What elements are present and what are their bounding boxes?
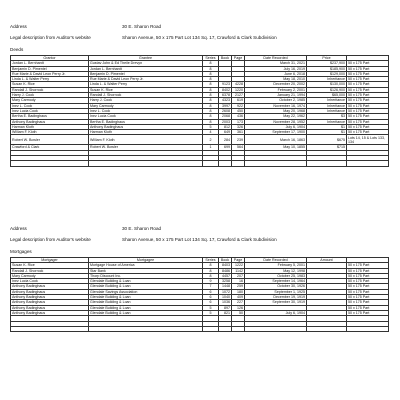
date-cell: May 20, 1968 bbox=[245, 108, 307, 113]
date-cell: November 28, 1952 bbox=[245, 119, 307, 124]
series-cell: 9 bbox=[203, 279, 219, 284]
date-cell: October 30, 1926 bbox=[245, 284, 307, 289]
address-label: Address bbox=[10, 24, 27, 29]
column-header: Mortgagee bbox=[89, 258, 203, 263]
grantee-cell: Harry J. Cook bbox=[89, 98, 203, 103]
grantor-cell: Crawford & Clark bbox=[11, 145, 89, 150]
parcel-cell: 50 x 175 Part bbox=[347, 279, 389, 284]
mortgager-cell: Anthony Badinghaus bbox=[11, 284, 89, 289]
date-cell: July 16, 2019 bbox=[245, 66, 307, 71]
page-cell: 619 bbox=[232, 98, 245, 103]
deeds-section bbox=[10, 20, 396, 190]
price-cell: Inheritance bbox=[307, 103, 347, 108]
mortgager-cell: Anthony Badinghaus bbox=[11, 289, 89, 294]
grantor-cell: Benjamin D. Pimentel bbox=[11, 66, 89, 71]
column-header: Grantee bbox=[89, 56, 203, 61]
parcel-cell: 50 x 175 Part bbox=[347, 310, 389, 315]
page-cell: 207 bbox=[232, 273, 245, 278]
date-cell: September 30, 1919 bbox=[245, 300, 307, 305]
grantor-cell: Robert W. Bowler bbox=[11, 135, 89, 145]
grantor-cell: Anthony Badinghaus bbox=[11, 119, 89, 124]
book-cell: 6378 bbox=[219, 93, 232, 98]
series-cell: 8 bbox=[203, 263, 219, 268]
book-cell: 897 bbox=[219, 305, 232, 310]
book-cell: 3997 bbox=[219, 103, 232, 108]
column-header: Grantor bbox=[11, 56, 89, 61]
date-cell: September 1, 1925 bbox=[245, 289, 307, 294]
series-cell: 8 bbox=[203, 98, 219, 103]
parcel-cell: 50 x 175 Part bbox=[347, 82, 389, 87]
date-cell: July 6, 1904 bbox=[245, 310, 307, 315]
page-cell: 180 bbox=[232, 289, 245, 294]
mortgagee-cell: Star Bank bbox=[89, 268, 203, 273]
series-cell: 8 bbox=[203, 273, 219, 278]
page-cell: 126 bbox=[232, 305, 245, 310]
book-cell: 2608 bbox=[219, 108, 232, 113]
book-cell: 8402 bbox=[219, 87, 232, 92]
legal-label: Legal description from Auditor's website bbox=[10, 237, 91, 242]
grantee-cell: Rue Marie & David Leon Perry Jr. bbox=[89, 77, 203, 82]
mortgager-cell: Susan K. Rice bbox=[11, 263, 89, 268]
grantee-cell: Gustav John & Ed Theile Drevyn bbox=[89, 61, 203, 66]
grantor-cell: William F. Kloth bbox=[11, 130, 89, 135]
parcel-cell: 50 x 175 Part bbox=[347, 103, 389, 108]
mortgagee-cell: Glendale Building & Loan bbox=[89, 284, 203, 289]
page-cell: 1142 bbox=[232, 268, 245, 273]
price-cell: Inheritance bbox=[307, 77, 347, 82]
parcel-cell: 50 x 175 Part bbox=[347, 98, 389, 103]
book-cell: 4457 bbox=[219, 273, 232, 278]
price-cell: $715 bbox=[307, 145, 347, 150]
mortgagee-cell: Mortgage House of America bbox=[89, 263, 203, 268]
grantor-cell: Harry J. Cook bbox=[11, 93, 89, 98]
parcel-cell: 50 x 175 Part bbox=[347, 119, 389, 124]
date-cell: February 2, 2001 bbox=[245, 87, 307, 92]
series-cell: 5 bbox=[203, 124, 219, 129]
legal-label: Legal description from Auditor's website bbox=[10, 35, 91, 40]
address-value: 30 E. Sharon Road bbox=[122, 24, 162, 29]
page-cell: 1222 bbox=[232, 263, 245, 268]
column-header: Amount bbox=[307, 258, 347, 263]
page-cell: 436 bbox=[232, 114, 245, 119]
price-cell: $1 bbox=[307, 124, 347, 129]
address-value: 30 E. Sharon Road bbox=[122, 226, 162, 231]
date-cell: January 21, 1994 bbox=[245, 93, 307, 98]
series-cell: 5 bbox=[203, 305, 219, 310]
book-cell: 8403 bbox=[219, 263, 232, 268]
address-label: Address bbox=[10, 226, 27, 231]
grantee-cell: Jordan L. Bernhardt bbox=[89, 66, 203, 71]
page-cell: 173 bbox=[232, 119, 245, 124]
parcel-cell: 50 x 175 Part bbox=[347, 77, 389, 82]
book-cell: 2068 bbox=[219, 114, 232, 119]
column-header: Date Recorded bbox=[245, 258, 307, 263]
grantor-cell: Randall J. Shorrock bbox=[11, 87, 89, 92]
date-cell: December 20, 2002 bbox=[245, 82, 307, 87]
parcel-cell: 50 x 175 Part bbox=[347, 71, 389, 76]
column-header: Page bbox=[232, 258, 245, 263]
series-cell: 1 bbox=[203, 145, 219, 150]
legal-value: Sharon Avenue, 50 x 175 Part Lot 134 Sq. 17, Crawford & Clark Subdivision bbox=[122, 35, 277, 40]
price-cell: $129,000 bbox=[307, 71, 347, 76]
series-cell: 8 bbox=[203, 268, 219, 273]
series-cell: 4 bbox=[203, 130, 219, 135]
price-cell: $130,000 bbox=[307, 82, 347, 87]
book-cell: 699 bbox=[219, 145, 232, 150]
book-cell: 1040 bbox=[219, 295, 232, 300]
page-cell: 326 bbox=[232, 124, 245, 129]
parcel-cell: 50 x 175 Part bbox=[347, 93, 389, 98]
grantee-cell: Anthony Badinghaus bbox=[89, 124, 203, 129]
series-cell: 8 bbox=[203, 61, 219, 66]
date-cell: October 2, 1985 bbox=[245, 98, 307, 103]
legal-value: Sharon Avenue, 50 x 175 Part Lot 134 Sq. 17, Crawford & Clark Subdivision bbox=[122, 237, 277, 242]
grantee-cell: Robert W. Bowler bbox=[89, 145, 203, 150]
grantee-cell: William F. Kloth bbox=[89, 135, 203, 145]
price-cell: $65,000 bbox=[307, 93, 347, 98]
book-cell: 812 bbox=[219, 124, 232, 129]
column-header: Book bbox=[219, 56, 232, 61]
parcel-cell: 50 x 175 Part bbox=[347, 295, 389, 300]
series-cell: 6 bbox=[203, 300, 219, 305]
grantee-cell: Harman Kloth bbox=[89, 130, 203, 135]
mortgager-cell: Anthony Badinghaus bbox=[11, 305, 89, 310]
series-cell: 7 bbox=[203, 284, 219, 289]
mortgager-cell: Anthony Badinghaus bbox=[11, 310, 89, 315]
page-cell: 409 bbox=[232, 295, 245, 300]
page-cell: 922 bbox=[232, 103, 245, 108]
series-cell: 6 bbox=[203, 289, 219, 294]
date-cell: May 10, 1855 bbox=[245, 145, 307, 150]
parcel-cell: 50 x 175 Part bbox=[347, 305, 389, 310]
column-header: Book bbox=[219, 258, 232, 263]
price-cell: $237,900 bbox=[307, 61, 347, 66]
series-cell: 5 bbox=[203, 310, 219, 315]
mortgager-cell: Inez Lucia Cook bbox=[11, 279, 89, 284]
parcel-cell: 50 x 175 Part bbox=[347, 61, 389, 66]
grantor-cell: Harman Kloth bbox=[11, 124, 89, 129]
series-cell: 8 bbox=[203, 66, 219, 71]
series-cell: 8 bbox=[203, 71, 219, 76]
column-header: Date Recorded bbox=[245, 56, 307, 61]
deeds-heading: Deeds bbox=[10, 47, 24, 52]
book-cell: 9123 bbox=[219, 82, 232, 87]
parcel-cell: 50 x 175 Part bbox=[347, 268, 389, 273]
column-header: Series bbox=[203, 258, 219, 263]
mortgager-cell: Anthony Badinghaus bbox=[11, 295, 89, 300]
book-cell: 4323 bbox=[219, 98, 232, 103]
parcel-cell: 50 x 175 Part bbox=[347, 263, 389, 268]
parcel-cell: 50 x 175 Part bbox=[347, 289, 389, 294]
date-cell: September 14, 1964 bbox=[245, 279, 307, 284]
page-cell: 361 bbox=[232, 130, 245, 135]
book-cell: 284 bbox=[219, 135, 232, 145]
price-cell: $3 bbox=[307, 114, 347, 119]
parcel-cell: Lots 14, 15 & Lots 133, 134 bbox=[347, 135, 389, 145]
parcel-cell: 50 x 175 Part bbox=[347, 124, 389, 129]
series-cell: 8 bbox=[203, 119, 219, 124]
grantor-cell: Susan K. Rice bbox=[11, 82, 89, 87]
price-cell: $675 bbox=[307, 135, 347, 145]
page-cell: 2127 bbox=[232, 93, 245, 98]
parcel-cell: 50 x 175 Part bbox=[347, 130, 389, 135]
date-cell: November 16, 1974 bbox=[245, 103, 307, 108]
price-cell: Inheritance bbox=[307, 98, 347, 103]
series-cell: 6 bbox=[203, 295, 219, 300]
grantor-cell: Linda L. & Walter Perry bbox=[11, 77, 89, 82]
parcel-cell: 50 x 175 Part bbox=[347, 87, 389, 92]
grantor-cell: Inez Lucia Cook bbox=[11, 108, 89, 113]
date-cell: March 31, 2021 bbox=[245, 61, 307, 66]
parcel-cell: 50 x 175 Part bbox=[347, 284, 389, 289]
book-cell: 8486 bbox=[219, 268, 232, 273]
grantor-cell: Rue Marie & David Leon Perry Jr. bbox=[11, 71, 89, 76]
book-cell: 1036 bbox=[219, 300, 232, 305]
mortgages-section bbox=[10, 222, 396, 392]
series-cell: 8 bbox=[203, 77, 219, 82]
grantee-cell: Susan K. Rice bbox=[89, 87, 203, 92]
blank-row bbox=[11, 161, 389, 166]
book-cell: 649 bbox=[219, 130, 232, 135]
parcel-cell: 50 x 175 Part bbox=[347, 273, 389, 278]
price-cell: $1 bbox=[307, 130, 347, 135]
mortgagee-cell: Glendale Building & Loan bbox=[89, 295, 203, 300]
mortgagee-cell: Thorp Discount Inc. bbox=[89, 273, 203, 278]
page-cell: 16 bbox=[232, 279, 245, 284]
book-cell: 821 bbox=[219, 310, 232, 315]
mortgagee-cell: Glendale Building & Loan bbox=[89, 300, 203, 305]
page-cell: 564 bbox=[232, 145, 245, 150]
column-header: Price bbox=[307, 56, 347, 61]
grantee-cell: Bertha E. Badinghaus bbox=[89, 119, 203, 124]
date-cell: July 6, 1904 bbox=[245, 124, 307, 129]
series-cell: 2 bbox=[203, 135, 219, 145]
date-cell: October 25, 1983 bbox=[245, 273, 307, 278]
price-cell: Inheritance bbox=[307, 119, 347, 124]
grantee-cell: Mary Carmody bbox=[89, 103, 203, 108]
series-cell: 8 bbox=[203, 103, 219, 108]
mortgagee-cell: Glendale Building & Loan bbox=[89, 310, 203, 315]
parcel-cell: 50 x 175 Part bbox=[347, 300, 389, 305]
column-header: Page bbox=[232, 56, 245, 61]
page-cell: 239 bbox=[232, 135, 245, 145]
grantee-cell: Inez L. Cook bbox=[89, 108, 203, 113]
grantor-cell: Inez L. Cook bbox=[11, 103, 89, 108]
date-cell: May 18, 2010 bbox=[245, 77, 307, 82]
grantor-cell: Mary Carmody bbox=[11, 98, 89, 103]
page-cell: 259 bbox=[232, 284, 245, 289]
mortgages-heading: Mortgages bbox=[10, 249, 32, 254]
page-cell: 1220 bbox=[232, 87, 245, 92]
price-cell: $126,900 bbox=[307, 87, 347, 92]
mortgagee-cell: Glendale Building & Loan bbox=[89, 279, 203, 284]
page-cell: 4228 bbox=[232, 82, 245, 87]
mortgager-cell: Randall J. Shorrock bbox=[11, 268, 89, 273]
series-cell: 8 bbox=[203, 114, 219, 119]
page-cell: 450 bbox=[232, 108, 245, 113]
page-cell: 50 bbox=[232, 310, 245, 315]
grantee-cell: Inez Lucia Cook bbox=[89, 114, 203, 119]
grantee-cell: Benjamin D. Pimentel bbox=[89, 71, 203, 76]
column-header: Series bbox=[203, 56, 219, 61]
blank-row bbox=[11, 326, 389, 331]
series-cell: 8 bbox=[203, 82, 219, 87]
book-cell: 2003 bbox=[219, 119, 232, 124]
grantor-cell: Jordan L. Bernhardt bbox=[11, 61, 89, 66]
page-cell: 227 bbox=[232, 300, 245, 305]
date-cell: June 6, 2018 bbox=[245, 71, 307, 76]
mortgages-table bbox=[10, 257, 389, 332]
grantee-cell: Randall J. Shorrock bbox=[89, 93, 203, 98]
book-cell: 3258 bbox=[219, 279, 232, 284]
mortgagee-cell: Glendale Building & Loan bbox=[89, 305, 203, 310]
date-cell: February 5, 2001 bbox=[245, 263, 307, 268]
grantee-cell: Linda L. & Walter Perry bbox=[89, 82, 203, 87]
mortgagee-cell: Glendale Savings Association bbox=[89, 289, 203, 294]
date-cell: May 12, 1998 bbox=[245, 268, 307, 273]
series-cell: 8 bbox=[203, 87, 219, 92]
parcel-cell: 50 x 175 Part bbox=[347, 114, 389, 119]
price-cell: Inheritance bbox=[307, 108, 347, 113]
series-cell: 8 bbox=[203, 93, 219, 98]
mortgager-cell: Anthony Badinghaus bbox=[11, 300, 89, 305]
parcel-cell: 50 x 175 Part bbox=[347, 108, 389, 113]
book-cell: 1072 bbox=[219, 289, 232, 294]
date-cell: September 17, 1900 bbox=[245, 130, 307, 135]
grantor-cell: Bertha E. Badinghaus bbox=[11, 114, 89, 119]
deeds-table bbox=[10, 55, 389, 167]
mortgager-cell: Mary Carmody bbox=[11, 273, 89, 278]
column-header: Mortgager bbox=[11, 258, 89, 263]
table-row bbox=[11, 135, 389, 145]
date-cell: March 16, 1863 bbox=[245, 135, 307, 145]
price-cell: $185,900 bbox=[307, 66, 347, 71]
parcel-cell: 50 x 175 Part bbox=[347, 66, 389, 71]
book-cell: 1448 bbox=[219, 284, 232, 289]
series-cell: 8 bbox=[203, 108, 219, 113]
date-cell: May 22, 1962 bbox=[245, 114, 307, 119]
date-cell: December 19, 1919 bbox=[245, 295, 307, 300]
